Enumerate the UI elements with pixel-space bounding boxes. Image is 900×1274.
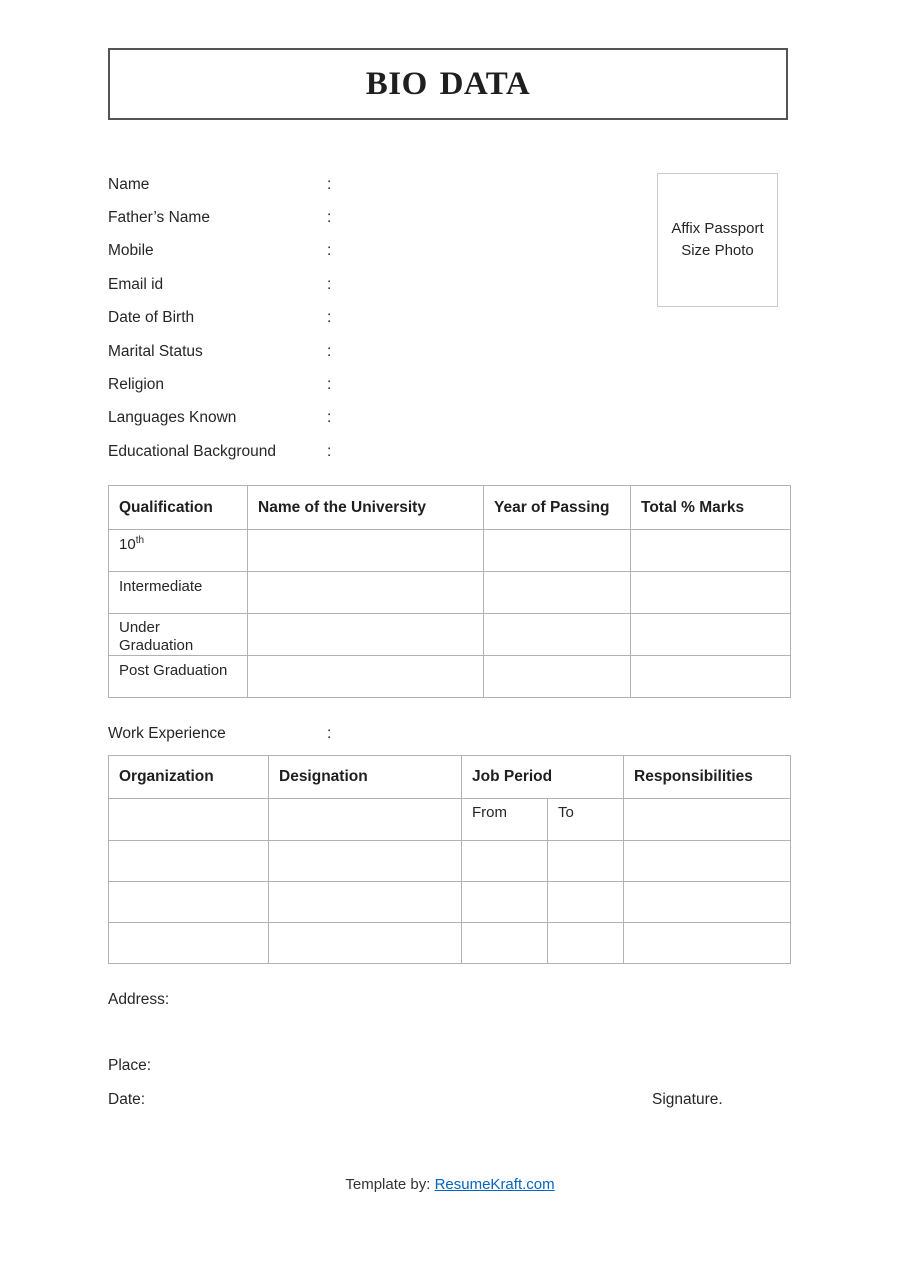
qualification-text: Post Graduation [119, 662, 228, 679]
table-cell [269, 799, 462, 841]
education-header-marks: Total % Marks [631, 486, 791, 530]
table-cell [624, 841, 791, 882]
field-label: Name [108, 175, 150, 193]
education-row-post-graduation [109, 656, 791, 698]
field-label: Date of Birth [108, 309, 195, 327]
table-cell [269, 882, 462, 923]
table-cell [484, 572, 631, 614]
table-cell [484, 614, 631, 656]
table-cell [548, 923, 624, 964]
field-row-fathers-name [108, 201, 528, 234]
qualification-text: Under Graduation [119, 619, 194, 654]
table-cell [248, 614, 484, 656]
table-cell [624, 923, 791, 964]
table-cell [248, 656, 484, 698]
work-header-row [109, 756, 791, 799]
field-colon: : [327, 442, 332, 460]
table-cell [548, 882, 624, 923]
work-header-designation: Designation [269, 756, 462, 799]
field-colon: : [327, 242, 332, 260]
field-row-religion [108, 368, 528, 401]
table-cell-qualification [109, 572, 248, 614]
field-row-marital-status [108, 335, 528, 368]
date-label: Date: [108, 1091, 146, 1108]
table-cell [631, 614, 791, 656]
work-header-job-period: Job Period [462, 756, 624, 799]
table-cell [462, 923, 548, 964]
qualification-text: 10 [119, 536, 136, 553]
table-cell [484, 656, 631, 698]
education-row-10th [109, 530, 791, 572]
field-row-date-of-birth [108, 302, 528, 335]
table-cell [248, 530, 484, 572]
table-cell [484, 530, 631, 572]
footer [0, 1175, 900, 1195]
qualification-suffix: th [135, 535, 145, 546]
signature-label: Signature. [652, 1091, 723, 1108]
table-cell-qualification [109, 530, 248, 572]
table-cell [624, 799, 791, 841]
work-empty-row [109, 923, 791, 964]
field-colon: : [327, 209, 332, 227]
field-row-educational-background [108, 435, 528, 468]
field-row-name [108, 168, 528, 201]
field-row-email-id [108, 268, 528, 301]
field-colon: : [327, 342, 332, 360]
education-header-row [109, 486, 791, 530]
field-label: Email id [108, 275, 164, 293]
education-row-intermediate [109, 572, 791, 614]
resumekraft-link[interactable]: ResumeKraft.com [434, 1176, 555, 1193]
field-colon: : [327, 724, 332, 742]
table-cell [269, 923, 462, 964]
table-cell [624, 882, 791, 923]
field-label: Religion [108, 376, 165, 394]
education-header-university: Name of the University [248, 486, 484, 530]
table-cell [631, 530, 791, 572]
table-cell [462, 882, 548, 923]
table-cell [462, 841, 548, 882]
education-table [108, 485, 791, 698]
table-cell [548, 841, 624, 882]
work-experience-label-row [108, 717, 339, 750]
field-row-languages-known [108, 402, 528, 435]
table-cell [248, 572, 484, 614]
work-header-responsibilities: Responsibilities [624, 756, 791, 799]
work-experience-table [108, 755, 791, 964]
field-colon: : [327, 275, 332, 293]
work-header-organization: Organization [109, 756, 269, 799]
field-colon: : [327, 175, 332, 193]
work-subheader-row [109, 799, 791, 841]
table-cell [269, 841, 462, 882]
field-label: Languages Known [108, 409, 237, 427]
table-cell-qualification [109, 656, 248, 698]
address-label: Address: [108, 991, 170, 1008]
table-cell [631, 656, 791, 698]
field-colon: : [327, 309, 332, 327]
place-label: Place: [108, 1057, 152, 1074]
personal-fields [108, 168, 528, 469]
field-label: Marital Status [108, 342, 203, 360]
footer-prefix: Template by: [345, 1176, 431, 1193]
table-cell [631, 572, 791, 614]
field-row-mobile [108, 235, 528, 268]
education-header-qualification: Qualification [109, 486, 248, 530]
table-cell [109, 923, 269, 964]
photo-box-label: Affix Passport Size Photo [671, 220, 764, 259]
field-colon: : [327, 376, 332, 394]
education-header-year: Year of Passing [484, 486, 631, 530]
work-subheader-to: To [548, 799, 624, 841]
table-cell-qualification [109, 614, 248, 656]
work-empty-row [109, 882, 791, 923]
education-row-under-graduation [109, 614, 791, 656]
page-title: BIO DATA [365, 65, 531, 102]
field-colon: : [327, 409, 332, 427]
field-label: Educational Background [108, 442, 277, 460]
title-box [108, 48, 788, 120]
work-experience-label: Work Experience [108, 724, 226, 742]
work-empty-row [109, 841, 791, 882]
qualification-text: Intermediate [119, 578, 203, 595]
table-cell [109, 799, 269, 841]
table-cell [109, 882, 269, 923]
field-label: Mobile [108, 242, 154, 260]
work-subheader-from: From [462, 799, 548, 841]
passport-photo-placeholder [657, 173, 778, 307]
table-cell [109, 841, 269, 882]
field-label: Father’s Name [108, 209, 210, 227]
